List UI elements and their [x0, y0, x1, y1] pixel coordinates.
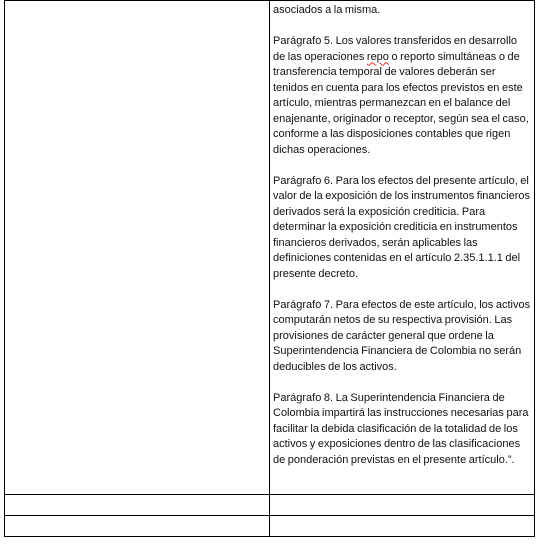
paragraph-gap	[273, 282, 531, 298]
spellcheck-flagged-word: repo	[366, 50, 389, 63]
empty-cell	[270, 515, 535, 536]
document-table	[4, 0, 535, 537]
empty-cell	[5, 515, 270, 536]
empty-cell	[270, 494, 535, 515]
paragraph-8: Parágrafo 8. La Superintendencia Financiera de Colombia impartirá las instrucciones necesarias para facilitar la debida clasificación de la totalidad de los activos y exposiciones dentro de las clasificaciones de ponderación previstas en el presente artículo.”.	[273, 391, 529, 466]
paragraph-gap	[273, 375, 531, 391]
paragraph-6: Parágrafo 6. Para los efectos del presente artículo, el valor de la exposición de los instrumentos financieros derivados será la exposición crediticia. Para determinar la exposición crediticia en instrumentos financieros derivados, serán aplicables las definiciones contenidas en el artículo 2.35.1.1.1 del presente decreto.	[273, 174, 530, 280]
paragraph-5-end: o reporto simultáneas o de transferencia temporal de valores deberán ser tenidos en cuenta para los efectos previstos en este artículo, mientras permanezcan en el balance del enajenante, originador o receptor, según sea el caso, conforme a las disposiciones contables que rigen dichas operaciones.	[273, 50, 529, 156]
paragraph-7: Parágrafo 7. Para efectos de este artículo, los activos computarán netos de su respectiva provisión. Las provisiones de carácter general que ordene la Superintendencia Financiera de Colombia no serán deducibles de los activos.	[273, 298, 531, 373]
intro-paragraph: asociados a la misma.	[273, 4, 381, 16]
table-row	[5, 515, 535, 536]
paragraph-gap	[273, 158, 531, 174]
empty-cell	[5, 494, 270, 515]
right-cell	[270, 1, 535, 495]
table-row	[5, 1, 535, 495]
left-cell	[5, 1, 270, 495]
paragraph-gap	[273, 19, 531, 35]
table-row	[5, 494, 535, 515]
paragraph-5-start: Parágrafo 5. Los valores transferidos en desarrollo de las operaciones	[273, 35, 518, 63]
paragraph-5	[273, 34, 531, 158]
